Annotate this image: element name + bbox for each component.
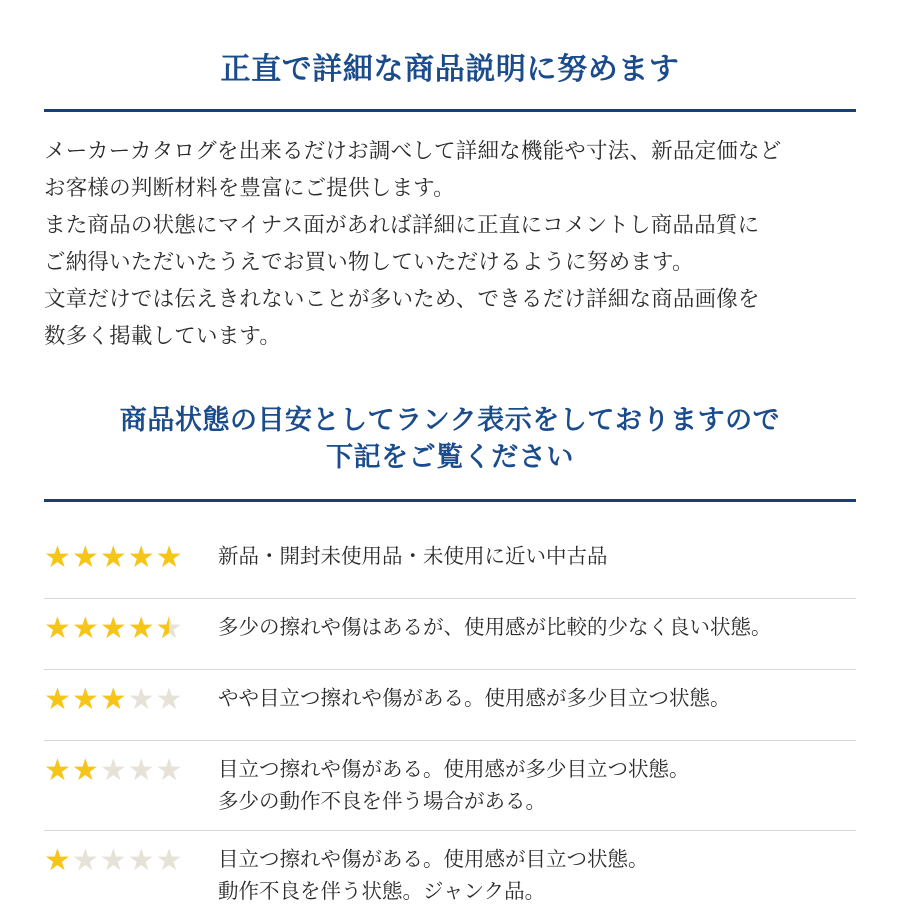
rank-description-line-1: 多少の擦れや傷はあるが、使用感が比較的少なく良い状態。 [218,614,772,639]
rank-section-divider [44,499,856,502]
rank-description [212,754,856,818]
star-empty-icon: ★ [155,843,183,879]
rating-stars-3 [44,683,212,715]
star-icon: ★ [71,752,99,788]
star-icon: ★ [71,681,99,717]
star-icon: ★ [155,539,183,575]
rank-description [212,541,856,573]
rank-row [44,670,856,741]
star-empty-icon: ★ [99,752,127,788]
product-condition-guide-page [0,20,900,920]
rank-description-line-2: 動作不良を伴う状態。ジャンク品。 [218,879,546,904]
star-icon: ★ [99,539,127,575]
star-icon: ★ [44,539,71,575]
rank-section-title-line-2: 下記をご覧ください [326,442,574,474]
star-icon: ★ [71,610,99,646]
star-icon: ★ [44,843,71,879]
intro-line-6: 数多く掲載しています。 [44,324,282,350]
star-empty-icon: ★ [127,681,155,717]
rank-description-line-1: やや目立つ擦れや傷がある。使用感が多少目立つ状態。 [218,685,731,710]
star-icon: ★ [127,539,155,575]
star-empty-icon: ★ [71,843,99,879]
intro-line-1: メーカーカタログを出来るだけお調べして詳細な機能や寸法、新品定価など [44,139,782,165]
rank-row [44,528,856,599]
rank-row [44,741,856,832]
star-empty-icon: ★ [155,752,183,788]
star-empty-icon: ★ [99,843,127,879]
star-icon: ★ [44,681,71,717]
rank-description [212,683,856,715]
rank-section-title-line-1: 商品状態の目安としてランク表示をしておりますので [119,405,781,436]
intro-line-2: お客様の判断材料を豊富にご提供します。 [44,176,455,202]
rank-description [212,844,856,908]
title-divider [44,109,856,112]
star-icon: ★ [99,610,127,646]
rank-row [44,599,856,670]
star-icon: ★ [44,752,71,788]
star-empty-icon: ★ [155,681,183,717]
star-icon: ★ [44,610,71,646]
star-empty-icon: ★ [127,752,155,788]
rank-row [44,831,856,921]
rank-list [44,528,856,921]
star-icon: ★ [99,681,127,717]
star-half-icon: ★ ★ [156,614,183,644]
page-title: 正直で詳細な商品説明に努めます [220,52,680,88]
rank-description-line-1: 目立つ擦れや傷がある。使用感が目立つ状態。 [218,847,649,872]
rank-description-line-2: 多少の動作不良を伴う場合がある。 [218,788,546,813]
intro-paragraph [44,134,856,356]
rank-description-line-1: 目立つ擦れや傷がある。使用感が多少目立つ状態。 [218,756,690,781]
star-icon: ★ [71,539,99,575]
rating-stars-1 [44,843,212,879]
intro-line-4: ご納得いただいたうえでお買い物していただけるように努めます。 [44,250,694,276]
rating-stars-2 [44,754,212,786]
intro-line-5: 文章だけでは伝えきれないことが多いため、できるだけ詳細な商品画像を [44,287,760,313]
rating-stars-4-5 [44,612,212,644]
star-icon: ★ [127,610,155,646]
rank-description-line-1: 新品・開封未使用品・未使用に近い中古品 [218,543,608,568]
rank-description [212,612,856,644]
intro-line-3: また商品の状態にマイナス面があれば詳細に正直にコメントし商品品質に [44,213,760,239]
rating-stars-5 [44,541,212,573]
star-empty-icon: ★ [127,843,155,879]
rank-section-title [44,402,856,477]
